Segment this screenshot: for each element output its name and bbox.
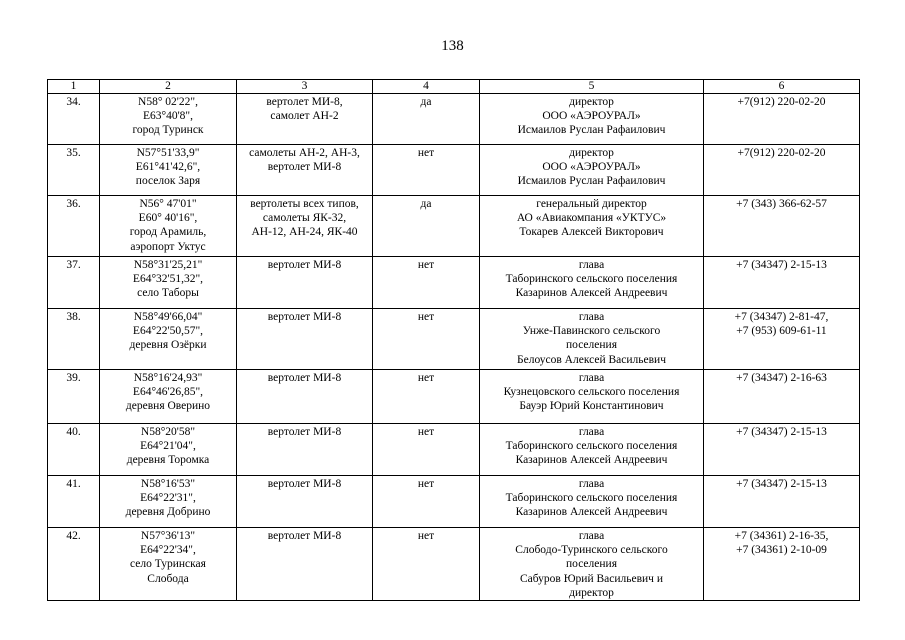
flag-cell: нет [373, 476, 480, 528]
aircraft-cell: вертолет МИ-8 [237, 370, 373, 424]
table-row [48, 370, 860, 424]
table-row [48, 309, 860, 370]
aircraft-cell: вертолет МИ-8 [237, 476, 373, 528]
coordinates-cell: N56° 47'01" E60° 40'16", город Арамиль, аэропорт Уктус [100, 196, 237, 257]
table-header-row [48, 80, 860, 94]
landing-sites-table [47, 79, 860, 601]
row-number: 42. [48, 528, 100, 601]
phone-cell: +7 (343) 366-62-57 [704, 196, 860, 257]
table-row [48, 196, 860, 257]
contact-cell: генеральный директор АО «Авиакомпания «УКТУС» Токарев Алексей Викторович [480, 196, 704, 257]
phone-cell: +7 (34347) 2-15-13 [704, 424, 860, 476]
table-row [48, 476, 860, 528]
table-row [48, 528, 860, 601]
flag-cell: нет [373, 424, 480, 476]
row-number: 34. [48, 94, 100, 145]
row-number: 40. [48, 424, 100, 476]
column-header: 3 [237, 80, 373, 94]
contact-cell: глава Таборинского сельского поселения Казаринов Алексей Андреевич [480, 476, 704, 528]
column-header: 4 [373, 80, 480, 94]
contact-cell: глава Таборинского сельского поселения Казаринов Алексей Андреевич [480, 257, 704, 309]
contact-cell: директор ООО «АЭРОУРАЛ» Исмаилов Руслан Рафаилович [480, 145, 704, 196]
coordinates-cell: N58° 02'22", E63°40'8", город Туринск [100, 94, 237, 145]
flag-cell: нет [373, 257, 480, 309]
table-row [48, 257, 860, 309]
phone-cell: +7 (34347) 2-16-63 [704, 370, 860, 424]
coordinates-cell: N57°51'33,9" E61°41'42,6", поселок Заря [100, 145, 237, 196]
column-header: 2 [100, 80, 237, 94]
aircraft-cell: вертолет МИ-8 [237, 257, 373, 309]
phone-cell: +7 (34361) 2-16-35, +7 (34361) 2-10-09 [704, 528, 860, 601]
flag-cell: да [373, 94, 480, 145]
coordinates-cell: N58°16'24,93" E64°46'26,85", деревня Оверино [100, 370, 237, 424]
page-number: 138 [441, 38, 464, 54]
table-row [48, 94, 860, 145]
phone-cell: +7 (34347) 2-15-13 [704, 476, 860, 528]
contact-cell: директор ООО «АЭРОУРАЛ» Исмаилов Руслан Рафаилович [480, 94, 704, 145]
phone-cell: +7(912) 220-02-20 [704, 94, 860, 145]
row-number: 35. [48, 145, 100, 196]
phone-cell: +7 (34347) 2-15-13 [704, 257, 860, 309]
aircraft-cell: вертолеты всех типов, самолеты ЯК-32, АН-12, АН-24, ЯК-40 [237, 196, 373, 257]
contact-cell: глава Слободо-Туринского сельского поселения Сабуров Юрий Васильевич и директор [480, 528, 704, 601]
row-number: 37. [48, 257, 100, 309]
row-number: 41. [48, 476, 100, 528]
flag-cell: нет [373, 309, 480, 370]
aircraft-cell: вертолет МИ-8 [237, 528, 373, 601]
flag-cell: нет [373, 528, 480, 601]
table-row [48, 424, 860, 476]
row-number: 38. [48, 309, 100, 370]
coordinates-cell: N58°31'25,21" E64°32'51,32", село Таборы [100, 257, 237, 309]
flag-cell: нет [373, 145, 480, 196]
row-number: 39. [48, 370, 100, 424]
column-header: 1 [48, 80, 100, 94]
aircraft-cell: вертолет МИ-8 [237, 424, 373, 476]
coordinates-cell: N58°49'66,04" E64°22'50,57", деревня Озёрки [100, 309, 237, 370]
contact-cell: глава Кузнецовского сельского поселения Бауэр Юрий Константинович [480, 370, 704, 424]
phone-cell: +7(912) 220-02-20 [704, 145, 860, 196]
aircraft-cell: самолеты АН-2, АН-3, вертолет МИ-8 [237, 145, 373, 196]
row-number: 36. [48, 196, 100, 257]
flag-cell: нет [373, 370, 480, 424]
column-header: 5 [480, 80, 704, 94]
contact-cell: глава Унже-Павинского сельского поселения Белоусов Алексей Васильевич [480, 309, 704, 370]
aircraft-cell: вертолет МИ-8 [237, 309, 373, 370]
coordinates-cell: N57°36'13" E64°22'34", село Туринская Слобода [100, 528, 237, 601]
coordinates-cell: N58°20'58" E64°21'04", деревня Торомка [100, 424, 237, 476]
phone-cell: +7 (34347) 2-81-47, +7 (953) 609-61-11 [704, 309, 860, 370]
coordinates-cell: N58°16'53" E64°22'31", деревня Добрино [100, 476, 237, 528]
table-row [48, 145, 860, 196]
flag-cell: да [373, 196, 480, 257]
aircraft-cell: вертолет МИ-8, самолет АН-2 [237, 94, 373, 145]
column-header: 6 [704, 80, 860, 94]
contact-cell: глава Таборинского сельского поселения Казаринов Алексей Андреевич [480, 424, 704, 476]
